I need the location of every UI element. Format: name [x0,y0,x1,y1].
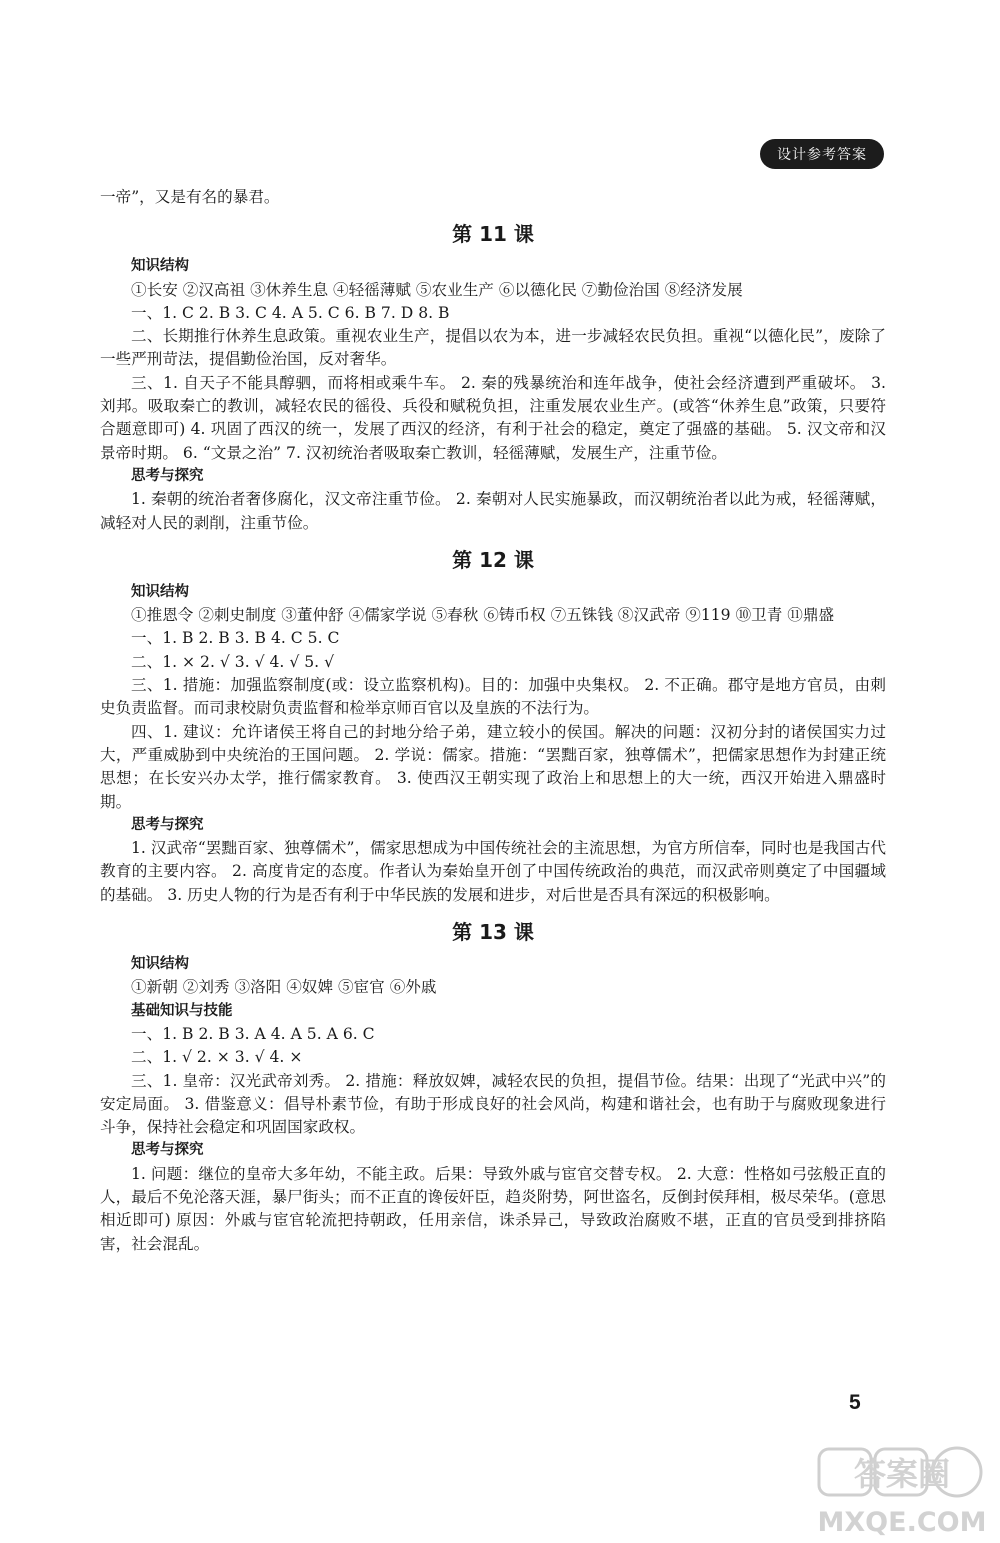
answer-paragraph: 四、1. 建议：允许诸侯王将自己的封地分给子弟，建立较小的侯国。解决的问题：汉初分封的诸侯国实力过大，严重威胁到中央统治的王国问题。 2. 学说：儒家。措施：“罢黜百家，独尊儒术”，把儒家思想作为封建正统思想；在长安兴办太学，推行儒家教育。 3. 使西汉王朝实现了政治上和思想上的大一统，西汉开始进入鼎盛时期。 [100,722,886,811]
answer-paragraph: 1. 秦朝的统治者奢侈腐化，汉文帝注重节俭。 2. 秦朝对人民实施暴政，而汉朝统治者以此为戒，轻徭薄赋，减轻对人民的剥削，注重节俭。 [100,490,886,532]
section-label: 基础知识与技能 [131,1002,233,1019]
section-label: 思考与探究 [131,1142,204,1159]
section-tab-label: 设计参考答案 [777,147,867,163]
knowledge-line: ①推恩令 ②刺史制度 ③董仲舒 ④儒家学说 ⑤春秋 ⑥铸币权 ⑦五铢钱 ⑧汉武帝 ⑨119 ⑩卫青 ⑪鼎盛 [131,606,835,625]
watermark-graphic [815,1445,990,1537]
knowledge-line: ①新朝 ②刘秀 ③洛阳 ④奴婢 ⑤宦官 ⑥外戚 [131,978,437,997]
page-content [100,186,886,1256]
intro-line: 一帝”，又是有名的暴君。 [100,188,280,206]
answer-paragraph: 三、1. 皇帝：汉光武帝刘秀。 2. 措施：释放奴婢，减轻农民的负担，提倡节俭。结果：出现了“光武中兴”的安定局面。 3. 借鉴意义：倡导朴素节俭，有助于形成良好的社会风尚，构建和谐社会，也有助于与腐败现象进行斗争，保持社会稳定和巩固国家政权。 [100,1071,886,1137]
answer-paragraph: 三、1. 措施：加强监察制度(或：设立监察机构)。目的：加强中央集权。 2. 不正确。郡守是地方官员，由刺史负责监督。而司隶校尉负责监督和检举京师百官以及皇族的不法行为。 [100,676,886,718]
answer-paragraph: 1. 问题：继位的皇帝大多年幼，不能主政。后果：导致外戚与宦官交替专权。 2. 大意：性格如弓弦般正直的人，最后不免沦落天涯，暴尸街头；而不正直的谗佞奸臣，趋炎附势，阿世盗名，反倒封侯拜相，极尽荣华。(意思相近即可) 原因：外戚与宦官轮流把持朝政，任用亲信，诛杀异己，导致政治腐败不堪，正直的官员受到排挤陷害，社会混乱。 [100,1164,886,1253]
answer-paragraph: 一、1. C 2. B 3. C 4. A 5. C 6. B 7. D 8. B [131,303,450,322]
answer-paragraph: 二、长期推行休养生息政策。重视农业生产，提倡以农为本，进一步减轻农民负担。重视“以德化民”，废除了一些严刑苛法，提倡勤俭治国，反对奢华。 [100,327,886,369]
section-tab [760,139,884,169]
section-label: 知识结构 [131,258,189,275]
lesson-title: 第 13 课 [452,920,534,945]
section-label: 思考与探究 [131,467,204,484]
answer-paragraph: 二、1. × 2. √ 3. √ 4. √ 5. √ [131,652,335,671]
watermark-logo [815,1445,990,1537]
page-number: 5 [849,1391,861,1414]
section-label: 思考与探究 [131,816,204,833]
answer-paragraph: 一、1. B 2. B 3. B 4. C 5. C [131,629,340,648]
lesson-title: 第 11 课 [452,222,534,247]
watermark-bottom-text: MXQE.COM [817,1507,987,1537]
answer-paragraph: 一、1. B 2. B 3. A 4. A 5. A 6. C [131,1024,375,1043]
section-label: 知识结构 [131,583,189,600]
answer-paragraph: 二、1. √ 2. × 3. √ 4. × [131,1048,303,1067]
knowledge-line: ①长安 ②汉高祖 ③休养生息 ④轻徭薄赋 ⑤农业生产 ⑥以德化民 ⑦勤俭治国 ⑧经济发展 [131,280,743,299]
answer-paragraph: 三、1. 自天子不能具醇驷，而将相或乘牛车。 2. 秦的残暴统治和连年战争，使社会经济遭到严重破坏。 3. 刘邦。吸取秦亡的教训，减轻农民的徭役、兵役和赋税负担，注重发展农业生产。(或答“休养生息”政策，只要符合题意即可) 4. 巩固了西汉的统一，发展了西汉的经济，有利于社会的稳定，奠定了强盛的基础。 5. 汉文帝和汉景帝时期。 6. “文景之治” 7. 汉初统治者吸取秦亡教训，轻徭薄赋，发展生产，注重节俭。 [100,373,886,462]
answer-paragraph: 1. 汉武帝“罢黜百家、独尊儒术”，儒家思想成为中国传统社会的主流思想，为官方所信奉，同时也是我国古代教育的主要内容。 2. 高度肯定的态度。作者认为秦始皇开创了中国传统政治的典范，而汉武帝则奠定了中国疆域的基础。 3. 历史人物的行为是否有利于中华民族的发展和进步，对后世是否具有深远的积极影响。 [100,839,886,904]
lesson-title: 第 12 课 [452,547,534,572]
section-label: 知识结构 [131,956,189,973]
watermark-top-text: 答案圈 [853,1455,951,1493]
